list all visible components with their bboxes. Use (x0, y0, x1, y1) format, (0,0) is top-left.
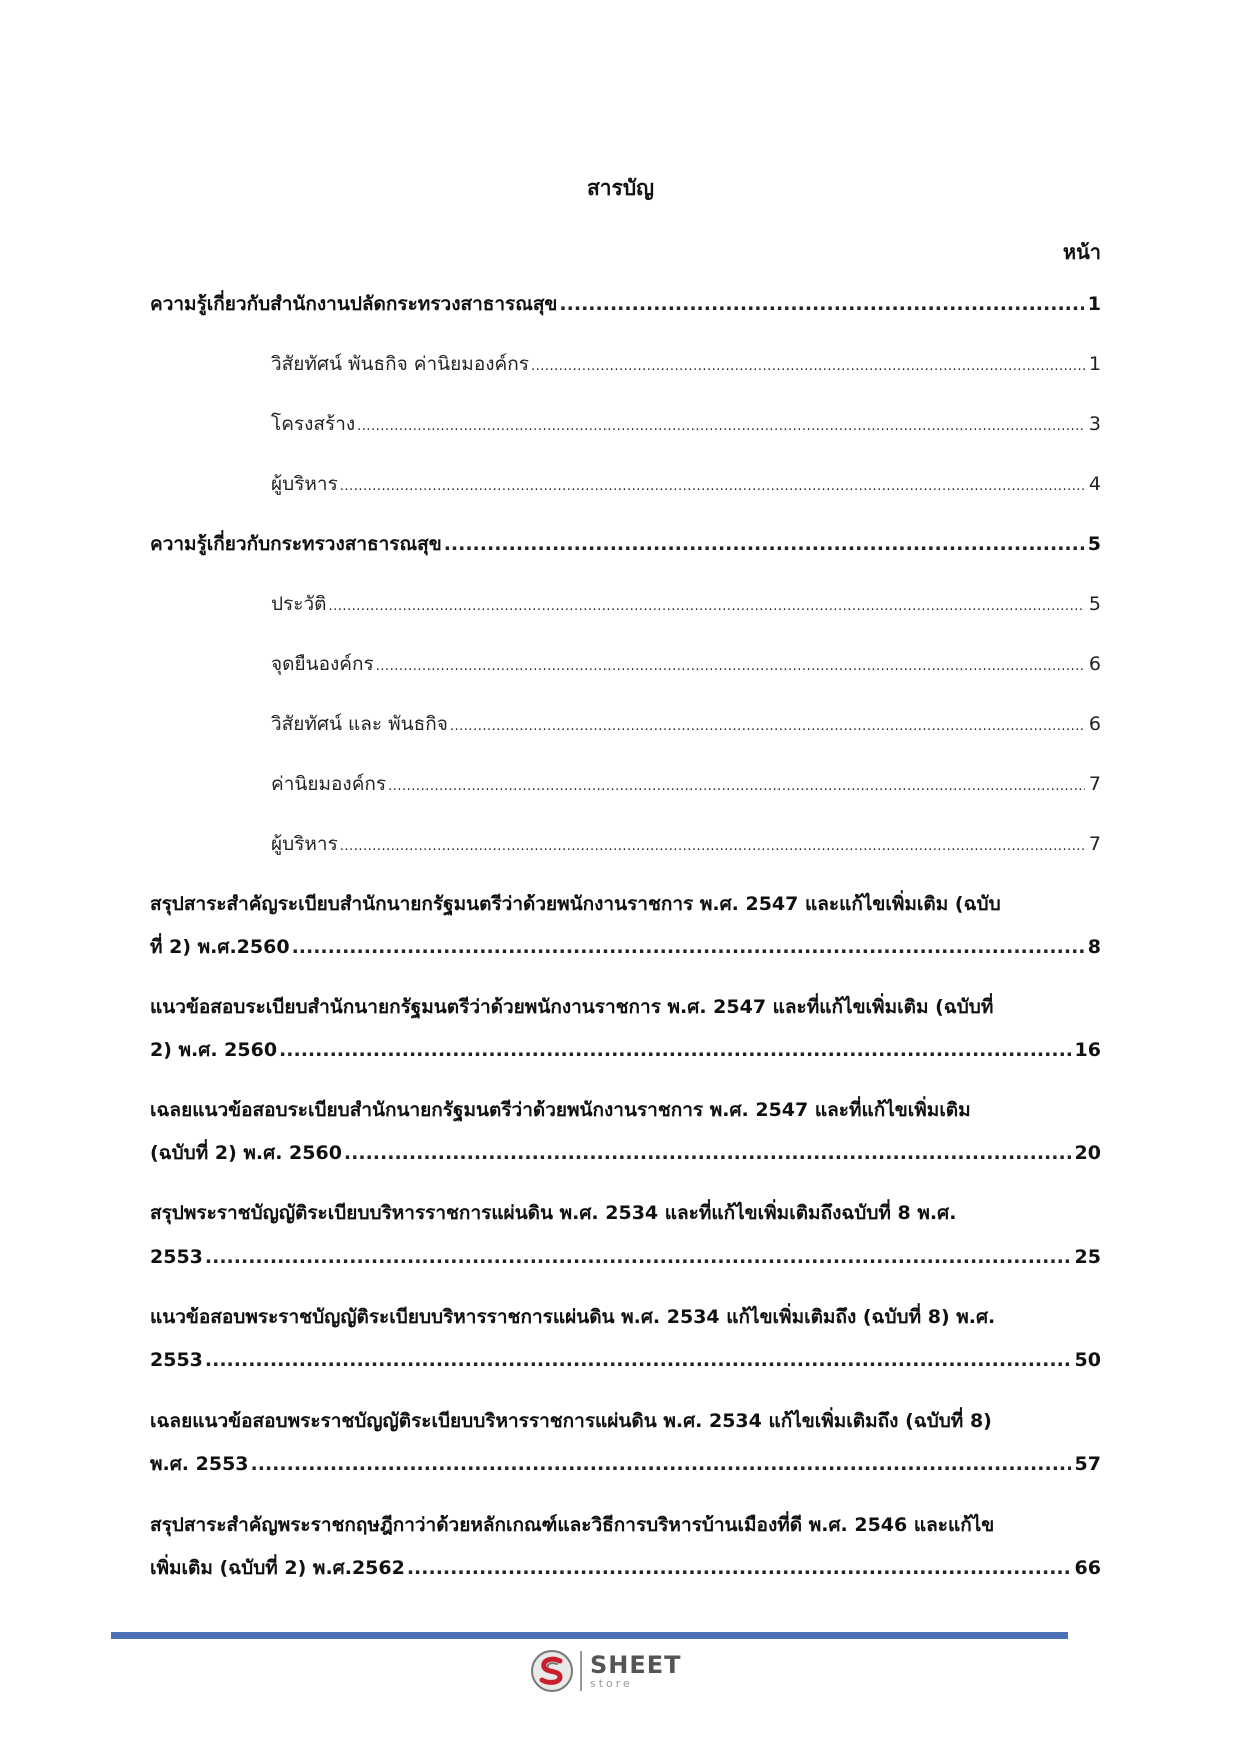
logo-main-text: SHEET (590, 1651, 682, 1679)
sheet-store-logo (530, 1646, 690, 1696)
toc-entry-text: ค่านิยมองค์กร (271, 773, 387, 795)
toc-entry-page: 25 (1074, 1246, 1101, 1268)
leader-dots (450, 711, 1085, 740)
toc-entry-page: 5 (1087, 533, 1101, 555)
toc-subentry[interactable] (271, 591, 1101, 620)
toc-entry-line1[interactable]: แนวข้อสอบระเบียบสำนักนายกรัฐมนตรีว่าด้วยพนักงานราชการ พ.ศ. 2547 และที่แก้ไขเพิ่มเติม (ฉบับที่ (150, 996, 994, 1018)
toc-entry-page: 7 (1088, 773, 1101, 795)
toc-entry-page: 50 (1074, 1349, 1101, 1371)
toc-entry-text: วิสัยทัศน์ และ พันธกิจ (271, 713, 448, 735)
leader-dots (407, 1555, 1071, 1581)
toc-subentry[interactable] (271, 771, 1101, 800)
toc-entry-page: 1 (1087, 293, 1101, 315)
toc-entry[interactable] (150, 1347, 1101, 1373)
leader-dots (376, 651, 1085, 680)
leader-dots (388, 771, 1085, 800)
leader-dots (531, 351, 1085, 380)
toc-title: สารบัญ (586, 176, 655, 200)
logo-sub-text: store (590, 1677, 633, 1690)
toc-entry-page: 16 (1074, 1039, 1101, 1061)
leader-dots (340, 471, 1085, 500)
logo-text (590, 1653, 682, 1689)
toc-entry[interactable] (150, 1140, 1101, 1166)
toc-entry-text: วิสัยทัศน์ พันธกิจ ค่านิยมองค์กร (271, 353, 529, 375)
toc-subentry[interactable] (271, 471, 1101, 500)
leader-dots (444, 531, 1084, 557)
leader-dots (340, 831, 1085, 860)
toc-entry-line1[interactable]: เฉลยแนวข้อสอบพระราชบัญญัติระเบียบบริหารราชการแผ่นดิน พ.ศ. 2534 แก้ไขเพิ่มเติมถึง (ฉบับที่ 8) (150, 1410, 992, 1432)
leader-dots (328, 591, 1084, 620)
toc-entry-text: 2553 (150, 1349, 203, 1371)
leader-dots (279, 1037, 1071, 1063)
toc-entry-text: พ.ศ. 2553 (150, 1453, 249, 1475)
toc-entry-page: 6 (1088, 653, 1101, 675)
toc-entry-page: 20 (1074, 1142, 1101, 1164)
toc-entry-page: 3 (1088, 413, 1101, 435)
toc-entry[interactable] (150, 1555, 1101, 1581)
toc-entry-text: 2553 (150, 1246, 203, 1268)
page-column-header: หน้า (1062, 240, 1101, 264)
leader-dots (344, 1140, 1071, 1166)
toc-entry[interactable] (150, 1244, 1101, 1270)
toc-entry[interactable] (150, 1037, 1101, 1063)
toc-entry-text: ที่ 2) พ.ศ.2560 (150, 936, 290, 958)
toc-subentry[interactable] (271, 831, 1101, 860)
toc-entry-page: 5 (1088, 593, 1101, 615)
leader-dots (205, 1244, 1071, 1270)
toc-entry-page: 4 (1088, 473, 1101, 495)
toc-entry-page: 7 (1088, 833, 1101, 855)
leader-dots (559, 291, 1083, 317)
toc-entry-page: 1 (1088, 353, 1101, 375)
toc-entry-line1[interactable]: เฉลยแนวข้อสอบระเบียบสำนักนายกรัฐมนตรีว่าด้วยพนักงานราชการ พ.ศ. 2547 และที่แก้ไขเพิ่มเติม (150, 1099, 971, 1121)
toc-subentry[interactable] (271, 351, 1101, 380)
toc-entry[interactable] (150, 1451, 1101, 1477)
toc-entry-text: โครงสร้าง (271, 413, 356, 435)
toc-entry-page: 66 (1074, 1557, 1101, 1579)
toc-entry-text: ผู้บริหาร (271, 833, 338, 855)
toc-subentry[interactable] (271, 651, 1101, 680)
toc-entry-text: ประวัติ (271, 593, 327, 615)
toc-entry[interactable] (150, 291, 1101, 317)
toc-entry-text: เพิ่มเติม (ฉบับที่ 2) พ.ศ.2562 (150, 1557, 405, 1579)
toc-entry-text: ความรู้เกี่ยวกับสำนักงานปลัดกระทรวงสาธารณสุข (150, 293, 558, 315)
toc-entry-text: (ฉบับที่ 2) พ.ศ. 2560 (150, 1142, 342, 1164)
toc-entry-line1[interactable]: สรุปสาระสำคัญระเบียบสำนักนายกรัฐมนตรีว่าด้วยพนักงานราชการ พ.ศ. 2547 และแก้ไขเพิ่มเติม (ฉบับ (150, 893, 1001, 915)
sheet-store-s-icon (530, 1649, 574, 1693)
leader-dots (251, 1451, 1071, 1477)
toc-entry-text: ความรู้เกี่ยวกับกระทรวงสาธารณสุข (150, 533, 442, 555)
leader-dots (357, 411, 1085, 440)
leader-dots (205, 1347, 1071, 1373)
toc-entry-text: จุดยืนองค์กร (271, 653, 374, 675)
toc-entry-page: 57 (1074, 1453, 1101, 1475)
toc-entry-text: 2) พ.ศ. 2560 (150, 1039, 278, 1061)
logo-divider (580, 1651, 582, 1691)
toc-entry-line1[interactable]: สรุปพระราชบัญญัติระเบียบบริหารราชการแผ่นดิน พ.ศ. 2534 และที่แก้ไขเพิ่มเติมถึงฉบับที่ 8 พ.ศ. (150, 1202, 957, 1224)
toc-entry-line1[interactable]: สรุปสาระสำคัญพระราชกฤษฎีกาว่าด้วยหลักเกณฑ์และวิธีการบริหารบ้านเมืองที่ดี พ.ศ. 2546 และแก้ไข (150, 1514, 995, 1536)
toc-entry-page: 8 (1087, 936, 1101, 958)
toc-entry-text: ผู้บริหาร (271, 473, 338, 495)
leader-dots (292, 934, 1084, 960)
toc-entry-line1[interactable]: แนวข้อสอบพระราชบัญญัติระเบียบบริหารราชการแผ่นดิน พ.ศ. 2534 แก้ไขเพิ่มเติมถึง (ฉบับที่ 8) พ.ศ. (150, 1306, 996, 1328)
footer-bar (111, 1632, 1068, 1639)
toc-entry-page: 6 (1088, 713, 1101, 735)
toc-subentry[interactable] (271, 411, 1101, 440)
toc-entry[interactable] (150, 531, 1101, 557)
toc-subentry[interactable] (271, 711, 1101, 740)
toc-entry[interactable] (150, 934, 1101, 960)
